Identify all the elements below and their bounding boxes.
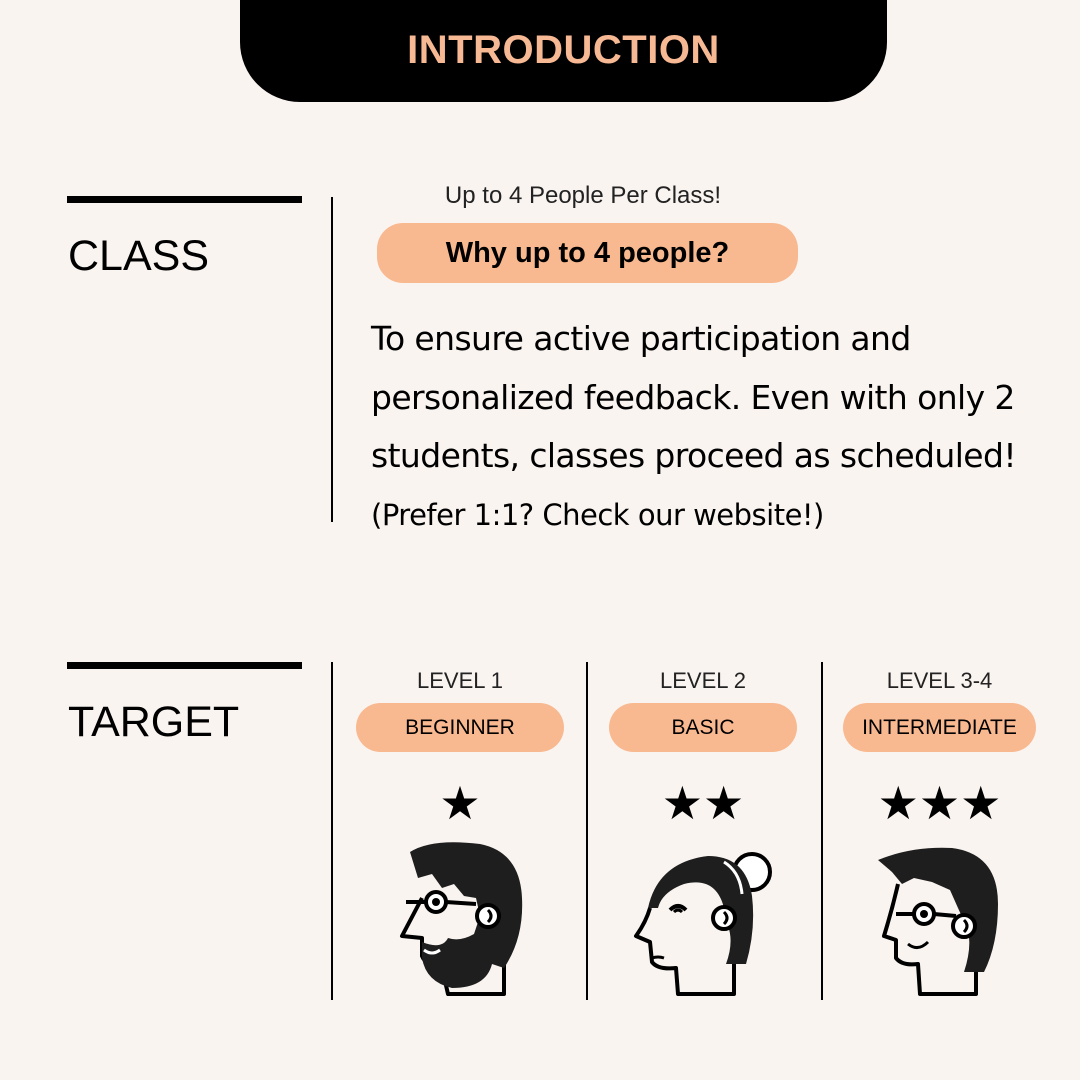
level-3-4-name: INTERMEDIATE bbox=[862, 715, 1017, 739]
level-1-name: BEGINNER bbox=[405, 715, 515, 739]
header-tab bbox=[240, 0, 887, 102]
woman-hair-bun-icon bbox=[628, 846, 778, 998]
level-1-pill bbox=[356, 703, 564, 752]
page-title: INTRODUCTION bbox=[407, 27, 720, 72]
level-1-label: LEVEL 1 bbox=[416, 668, 504, 693]
class-capacity-note: Up to 4 People Per Class! bbox=[444, 182, 722, 209]
target-label: TARGET bbox=[68, 698, 240, 746]
level-3-4-pill bbox=[843, 703, 1036, 752]
level-3-4-label: LEVEL 3-4 bbox=[886, 668, 993, 693]
why-question-pill bbox=[377, 223, 798, 283]
bearded-man-glasses-icon bbox=[392, 838, 532, 998]
level-2-stars: ★★ bbox=[661, 776, 745, 830]
target-divider-2 bbox=[586, 662, 588, 1000]
description-line-2: personalized feedback. Even with only 2 bbox=[371, 377, 1015, 417]
why-question-text: Why up to 4 people? bbox=[445, 236, 730, 269]
level-1-stars: ★ bbox=[439, 776, 481, 830]
level-3-4-stars: ★★★ bbox=[877, 776, 1002, 830]
level-2-name: BASIC bbox=[671, 715, 735, 739]
level-2-pill bbox=[609, 703, 797, 752]
target-divider-1 bbox=[331, 662, 333, 1000]
class-rule bbox=[67, 196, 302, 203]
description-line-1: To ensure active participation and bbox=[371, 319, 911, 358]
target-rule bbox=[67, 662, 302, 669]
target-divider-3 bbox=[821, 662, 823, 1000]
class-description bbox=[371, 310, 1051, 544]
man-glasses-smiling-icon bbox=[872, 844, 1012, 1000]
class-divider bbox=[331, 197, 333, 522]
description-aside: (Prefer 1:1? Check our website!) bbox=[371, 497, 824, 532]
class-label: CLASS bbox=[68, 232, 210, 280]
level-2-label: LEVEL 2 bbox=[659, 668, 747, 693]
description-line-3: students, classes proceed as scheduled! bbox=[371, 436, 1016, 475]
